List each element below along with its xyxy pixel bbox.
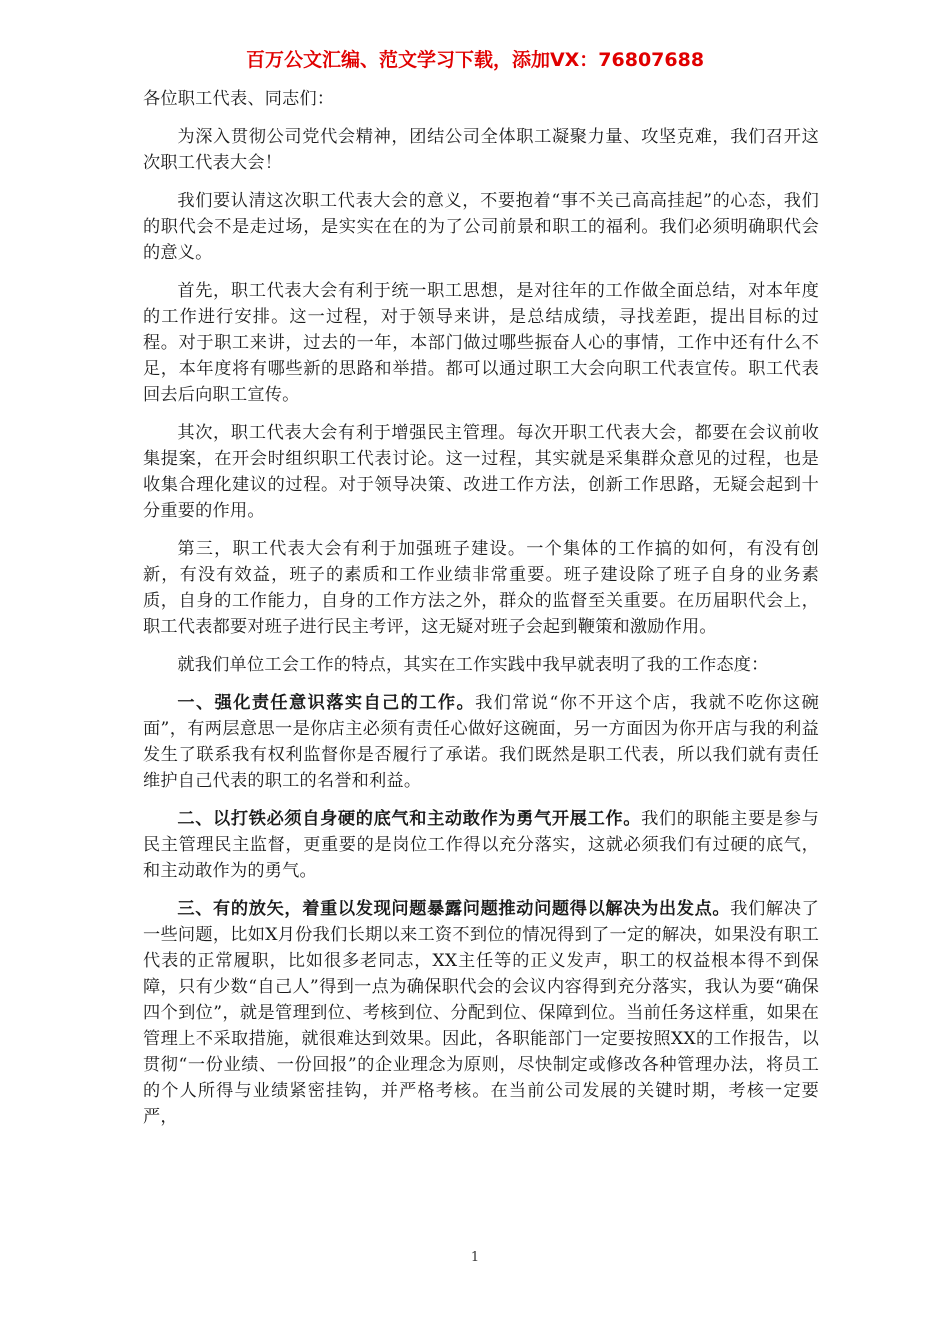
paragraph <box>143 420 819 524</box>
paragraph-lead: 二、以打铁必须自身硬的底气和主动敢作为勇气开展工作。 <box>177 809 642 829</box>
paragraph <box>143 536 819 640</box>
paragraph-text: 其次，职工代表大会有利于增强民主管理。每次开职工代表大会，都要在会议前收集提案，在开会时组织职工代表讨论。这一过程，其实就是采集群众意见的过程，也是收集合理化建议的过程。对于领导决策、改进工作方法，创新工作思路，无疑会起到十分重要的作用。 <box>143 423 819 521</box>
paragraph <box>143 652 819 678</box>
document-body <box>143 86 819 1142</box>
paragraph-text: 我们要认清这次职工代表大会的意义，不要抱着“事不关己高高挂起”的心态，我们的职代会不是走过场，是实实在在的为了公司前景和职工的福利。我们必须明确职代会的意义。 <box>143 191 819 263</box>
paragraph-point-two <box>143 806 819 884</box>
paragraph <box>143 124 819 176</box>
paragraph-text: 首先，职工代表大会有利于统一职工思想，是对往年的工作做全面总结，对本年度的工作进行安排。这一过程，对于领导来讲，是总结成绩，寻找差距，提出目标的过程。对于职工来讲，过去的一年，本部门做过哪些振奋人心的事情，工作中还有什么不足，本年度将有哪些新的思路和举措。都可以通过职工大会向职工代表宣传。职工代表回去后向职工宣传。 <box>143 281 819 405</box>
paragraph-text: 我们的职能主要是参与民主管理民主监督，更重要的是岗位工作得以充分落实，这就必须我们有过硬的底气，和主动敢作为的勇气。 <box>143 809 819 881</box>
paragraph <box>143 278 819 408</box>
salutation: 各位职工代表、同志们： <box>143 89 335 109</box>
paragraph-point-one <box>143 690 819 794</box>
paragraph-lead: 一、强化责任意识落实自己的工作。 <box>177 693 476 713</box>
paragraph-point-three <box>143 896 819 1130</box>
page-number: 1 <box>470 1250 480 1265</box>
paragraph-lead: 三、有的放矢，着重以发现问题暴露问题推动问题得以解决为出发点。 <box>177 899 731 919</box>
paragraph-text: 我们常说“你不开这个店，我就不吃你这碗面”，有两层意思一是你店主必须有责任心做好这碗面，另一方面因为你开店与我的利益发生了联系我有权利监督你是否履行了承诺。我们既然是职工代表，所以我们就有责任维护自己代表的职工的名誉和利益。 <box>143 693 819 791</box>
header-banner: 百万公文汇编、范文学习下载，添加VX：76807688 <box>245 49 705 71</box>
paragraph <box>143 188 819 266</box>
paragraph-text: 为深入贯彻公司党代会精神，团结公司全体职工凝聚力量、攻坚克难，我们召开这次职工代表大会！ <box>143 127 819 173</box>
paragraph-text: 第三，职工代表大会有利于加强班子建设。一个集体的工作搞的如何，有没有创新，有没有效益，班子的素质和工作业绩非常重要。班子建设除了班子自身的业务素质，自身的工作能力，自身的工作方法之外，群众的监督至关重要。在历届职代会上，职工代表都要对班子进行民主考评，这无疑对班子会起到鞭策和激励作用。 <box>143 539 819 637</box>
paragraph-text: 我们解决了一些问题，比如X月份我们长期以来工资不到位的情况得到了一定的解决，如果没有职工代表的正常履职，比如很多老同志，XX主任等的正义发声，职工的权益根本得不到保障，只有少数“自己人”得到一点为确保职代会的会议内容得到充分落实，我认为要“确保四个到位”，就是管理到位、考核到位、分配到位、保障到位。当前任务这样重，如果在管理上不采取措施，就很难达到效果。因此，各职能部门一定要按照XX的工作报告，以贯彻“一份业绩、一份回报”的企业理念为原则，尽快制定或修改各种管理办法，将员工的个人所得与业绩紧密挂钩，并严格考核。在当前公司发展的关键时期，考核一定要严， <box>143 899 819 1127</box>
paragraph-text: 就我们单位工会工作的特点，其实在工作实践中我早就表明了我的工作态度： <box>177 655 769 675</box>
